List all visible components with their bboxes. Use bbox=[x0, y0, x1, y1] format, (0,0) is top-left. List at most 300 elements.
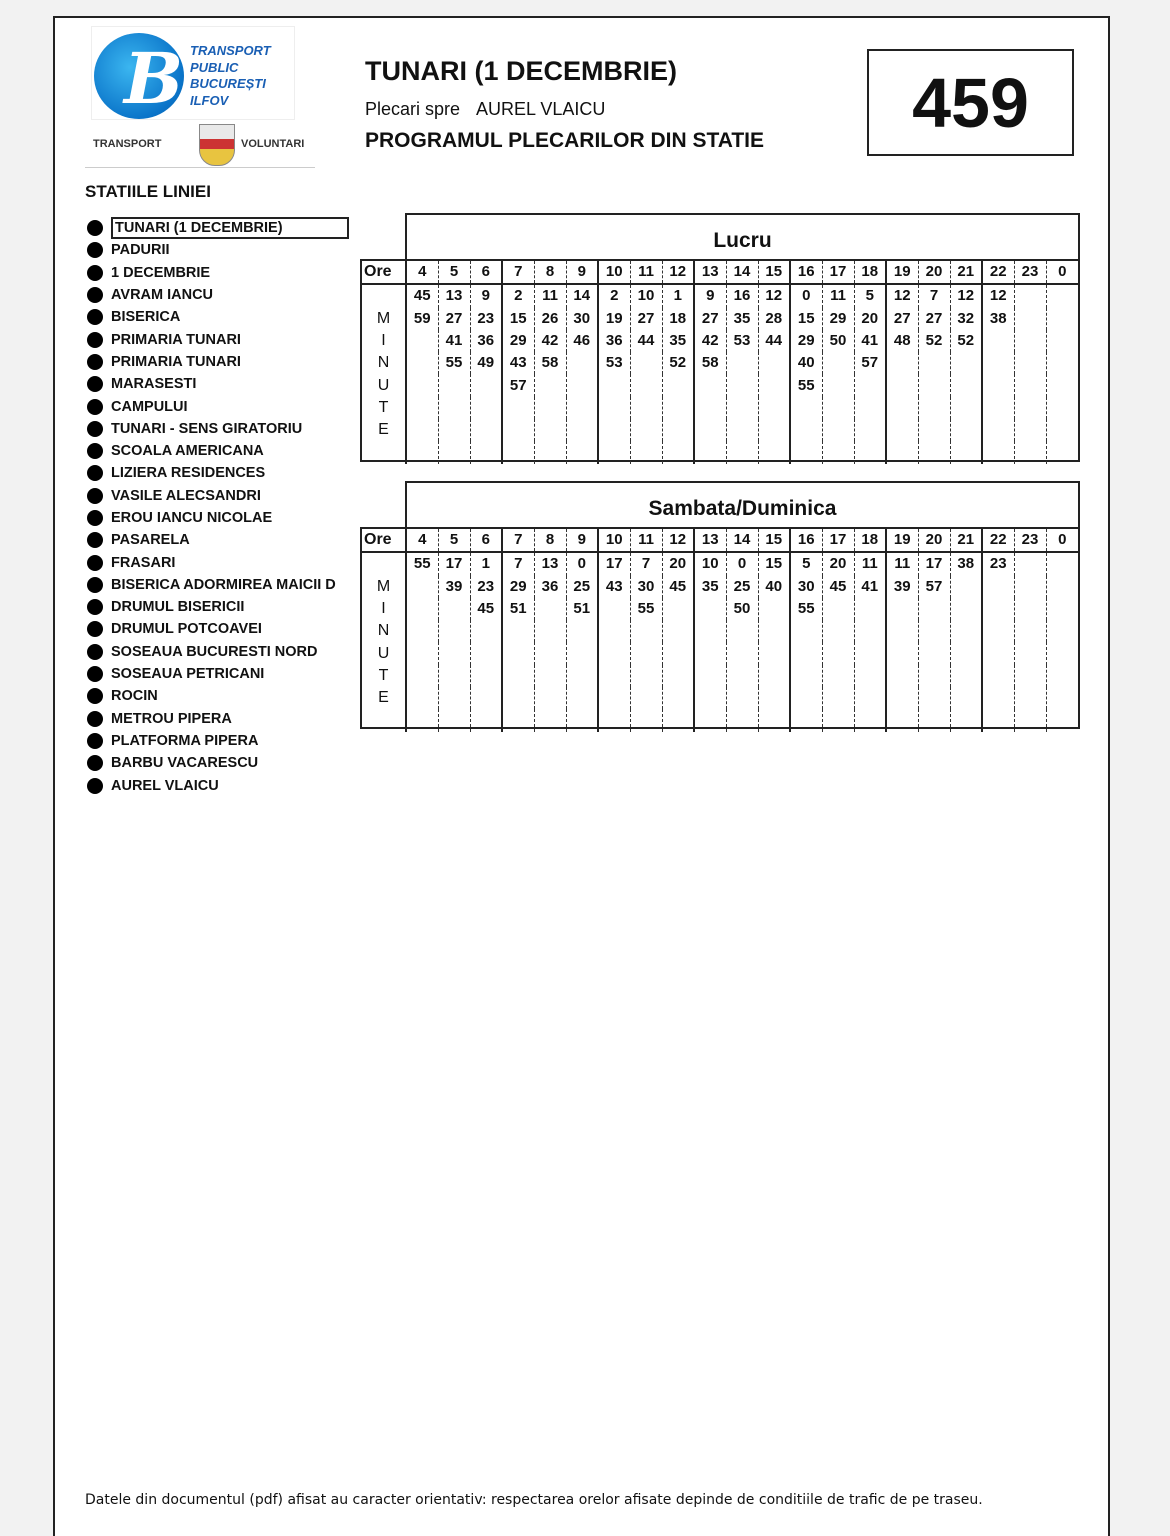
minute-cell bbox=[918, 374, 950, 396]
minute-cell bbox=[1046, 665, 1078, 687]
minute-cell bbox=[598, 709, 630, 731]
minute-cell: 44 bbox=[758, 330, 790, 352]
minute-cell: 29 bbox=[502, 330, 534, 352]
minutes-label: N bbox=[377, 622, 390, 640]
minute-cell: 45 bbox=[662, 576, 694, 598]
minute-cell bbox=[406, 352, 438, 374]
minute-cell bbox=[502, 687, 534, 709]
minute-cell bbox=[822, 352, 854, 374]
minute-cell bbox=[534, 687, 566, 709]
minute-cell bbox=[438, 687, 470, 709]
station-name: SCOALA AMERICANA bbox=[111, 443, 264, 460]
minute-cell bbox=[534, 419, 566, 441]
bullet-icon bbox=[87, 711, 103, 727]
minute-cell bbox=[918, 598, 950, 620]
minute-cell: 7 bbox=[630, 552, 662, 575]
station-name: DRUMUL POTCOAVEI bbox=[111, 621, 262, 638]
minute-cell bbox=[918, 397, 950, 419]
voluntari-crest-icon bbox=[199, 124, 235, 166]
logo-line: TRANSPORT bbox=[190, 43, 271, 58]
minute-cell bbox=[502, 642, 534, 664]
minute-cell bbox=[950, 709, 982, 731]
minute-cell bbox=[822, 687, 854, 709]
minute-cell bbox=[982, 576, 1014, 598]
minute-cell bbox=[790, 709, 822, 731]
minute-cell bbox=[1046, 284, 1078, 307]
minute-cell bbox=[406, 397, 438, 419]
minute-cell bbox=[534, 665, 566, 687]
station-item bbox=[87, 217, 349, 239]
hour-cell: 19 bbox=[886, 261, 918, 284]
minute-cell bbox=[886, 687, 918, 709]
station-item bbox=[87, 262, 349, 284]
minute-cell bbox=[470, 687, 502, 709]
direction-line bbox=[365, 99, 605, 120]
minute-cell bbox=[1014, 284, 1046, 307]
station-name: AUREL VLAICU bbox=[111, 777, 219, 794]
minute-cell bbox=[1046, 552, 1078, 575]
minutes-label: I bbox=[381, 600, 386, 618]
station-name: SOSEAUA BUCURESTI NORD bbox=[111, 643, 318, 660]
hour-cell: 13 bbox=[694, 261, 726, 284]
minute-cell bbox=[790, 397, 822, 419]
bullet-icon bbox=[87, 733, 103, 749]
minute-cell bbox=[1014, 419, 1046, 441]
hour-cell: 10 bbox=[598, 529, 630, 552]
minute-cell: 29 bbox=[502, 576, 534, 598]
minute-cell bbox=[1046, 620, 1078, 642]
minute-cell: 55 bbox=[790, 598, 822, 620]
bullet-icon bbox=[87, 309, 103, 325]
minute-cell bbox=[1014, 665, 1046, 687]
minute-cell: 20 bbox=[822, 552, 854, 575]
station-item bbox=[87, 485, 349, 507]
minute-cell: 15 bbox=[758, 552, 790, 575]
minute-cell bbox=[854, 397, 886, 419]
minute-cell bbox=[1046, 687, 1078, 709]
minute-cell bbox=[598, 665, 630, 687]
minute-cell: 48 bbox=[886, 330, 918, 352]
minute-cell bbox=[726, 620, 758, 642]
minute-cell bbox=[758, 397, 790, 419]
minute-cell: 36 bbox=[534, 576, 566, 598]
minute-cell bbox=[854, 642, 886, 664]
station-name: PRIMARIA TUNARI bbox=[111, 353, 241, 370]
minute-cell bbox=[982, 709, 1014, 731]
minute-cell bbox=[662, 374, 694, 396]
minute-cell: 11 bbox=[886, 552, 918, 575]
minute-cell bbox=[854, 374, 886, 396]
minute-cell bbox=[950, 352, 982, 374]
minute-cell bbox=[982, 374, 1014, 396]
minute-cell: 35 bbox=[694, 576, 726, 598]
direction-label: Plecari spre bbox=[365, 99, 461, 119]
tpbi-logo-text bbox=[190, 43, 271, 109]
hour-cell: 6 bbox=[470, 529, 502, 552]
minute-cell: 41 bbox=[854, 330, 886, 352]
minute-cell bbox=[982, 620, 1014, 642]
station-name: PLATFORMA PIPERA bbox=[111, 732, 259, 749]
minute-cell: 50 bbox=[822, 330, 854, 352]
hours-label: Ore bbox=[362, 261, 406, 284]
bullet-icon bbox=[87, 666, 103, 682]
minute-cell: 5 bbox=[790, 552, 822, 575]
minute-cell: 53 bbox=[598, 352, 630, 374]
bullet-icon bbox=[87, 532, 103, 548]
minute-cell: 36 bbox=[470, 330, 502, 352]
minute-cell bbox=[758, 642, 790, 664]
minute-cell: 42 bbox=[694, 330, 726, 352]
minute-cell bbox=[502, 419, 534, 441]
minute-cell bbox=[854, 441, 886, 463]
station-item bbox=[87, 752, 349, 774]
hour-cell: 5 bbox=[438, 261, 470, 284]
minute-cell bbox=[470, 374, 502, 396]
minute-cell bbox=[406, 687, 438, 709]
minute-cell bbox=[918, 642, 950, 664]
minute-cell bbox=[950, 687, 982, 709]
minute-cell: 17 bbox=[438, 552, 470, 575]
station-item bbox=[87, 462, 349, 484]
minute-cell bbox=[694, 687, 726, 709]
minute-cell bbox=[726, 397, 758, 419]
hour-cell: 7 bbox=[502, 261, 534, 284]
hour-cell: 18 bbox=[854, 261, 886, 284]
hour-cell: 16 bbox=[790, 261, 822, 284]
minutes-label: E bbox=[378, 421, 389, 439]
minute-cell: 58 bbox=[534, 352, 566, 374]
minute-cell bbox=[438, 709, 470, 731]
stv-logo bbox=[91, 124, 321, 166]
minute-cell bbox=[726, 352, 758, 374]
minute-cell bbox=[406, 330, 438, 352]
hour-cell: 11 bbox=[630, 261, 662, 284]
minute-cell bbox=[406, 419, 438, 441]
minute-cell bbox=[918, 620, 950, 642]
minute-cell: 5 bbox=[854, 284, 886, 307]
minute-cell: 14 bbox=[566, 284, 598, 307]
logo-line: BUCUREȘTI bbox=[190, 76, 266, 91]
minute-cell bbox=[694, 709, 726, 731]
minute-cell bbox=[566, 352, 598, 374]
minute-cell: 23 bbox=[470, 576, 502, 598]
minute-cell: 42 bbox=[534, 330, 566, 352]
minute-cell bbox=[982, 642, 1014, 664]
minute-cell bbox=[438, 374, 470, 396]
minute-cell bbox=[886, 419, 918, 441]
minute-cell bbox=[1014, 709, 1046, 731]
minute-cell bbox=[726, 665, 758, 687]
direction-destination: AUREL VLAICU bbox=[476, 99, 606, 119]
minute-cell: 45 bbox=[406, 284, 438, 307]
station-name: FRASARI bbox=[111, 554, 176, 571]
minutes-label bbox=[362, 709, 406, 731]
station-item bbox=[87, 507, 349, 529]
minute-cell bbox=[886, 642, 918, 664]
minute-cell bbox=[1014, 441, 1046, 463]
minute-cell: 1 bbox=[470, 552, 502, 575]
hour-cell: 18 bbox=[854, 529, 886, 552]
minute-cell bbox=[790, 441, 822, 463]
minute-cell bbox=[694, 598, 726, 620]
station-item bbox=[87, 685, 349, 707]
minute-cell bbox=[726, 642, 758, 664]
minute-cell: 25 bbox=[566, 576, 598, 598]
station-item bbox=[87, 284, 349, 306]
minute-cell bbox=[470, 665, 502, 687]
hour-cell: 5 bbox=[438, 529, 470, 552]
minute-cell bbox=[598, 642, 630, 664]
minute-cell bbox=[630, 687, 662, 709]
station-item bbox=[87, 730, 349, 752]
minute-cell: 30 bbox=[790, 576, 822, 598]
minute-cell bbox=[822, 709, 854, 731]
minute-cell: 27 bbox=[918, 308, 950, 330]
minute-cell bbox=[406, 576, 438, 598]
minute-cell: 0 bbox=[566, 552, 598, 575]
minute-cell bbox=[1046, 419, 1078, 441]
station-item bbox=[87, 328, 349, 350]
minute-cell: 35 bbox=[726, 308, 758, 330]
minute-cell bbox=[566, 374, 598, 396]
minute-cell bbox=[758, 374, 790, 396]
minute-cell: 40 bbox=[790, 352, 822, 374]
minute-cell: 2 bbox=[598, 284, 630, 307]
minute-cell bbox=[598, 598, 630, 620]
hours-label: Ore bbox=[362, 529, 406, 552]
station-item bbox=[87, 529, 349, 551]
minute-cell bbox=[662, 709, 694, 731]
tpbi-logo-icon: B bbox=[94, 33, 184, 119]
minute-cell: 45 bbox=[470, 598, 502, 620]
stv-left-text: TRANSPORT bbox=[93, 138, 162, 150]
hour-cell: 22 bbox=[982, 261, 1014, 284]
minute-cell bbox=[502, 397, 534, 419]
minute-cell: 7 bbox=[502, 552, 534, 575]
minute-cell bbox=[694, 419, 726, 441]
minute-cell bbox=[950, 441, 982, 463]
minute-cell bbox=[406, 620, 438, 642]
minute-cell bbox=[598, 687, 630, 709]
minute-cell: 19 bbox=[598, 308, 630, 330]
logo-line: PUBLIC bbox=[190, 59, 239, 75]
minute-cell bbox=[1046, 598, 1078, 620]
hour-cell: 22 bbox=[982, 529, 1014, 552]
minute-cell bbox=[758, 419, 790, 441]
minute-cell: 27 bbox=[438, 308, 470, 330]
bullet-icon bbox=[87, 555, 103, 571]
bullet-icon bbox=[87, 332, 103, 348]
minute-cell bbox=[854, 687, 886, 709]
hour-cell: 19 bbox=[886, 529, 918, 552]
divider bbox=[85, 167, 315, 168]
logo-line: ILFOV bbox=[190, 92, 229, 108]
minutes-label: U bbox=[377, 644, 390, 662]
hour-cell: 23 bbox=[1014, 261, 1046, 284]
minute-cell bbox=[1014, 687, 1046, 709]
minute-cell bbox=[918, 441, 950, 463]
minute-cell bbox=[534, 374, 566, 396]
minute-cell bbox=[598, 397, 630, 419]
hour-cell: 15 bbox=[758, 261, 790, 284]
hour-cell: 21 bbox=[950, 529, 982, 552]
hour-cell: 4 bbox=[406, 529, 438, 552]
minute-cell bbox=[886, 665, 918, 687]
bullet-icon bbox=[87, 399, 103, 415]
minute-cell bbox=[1046, 308, 1078, 330]
bullet-icon bbox=[87, 488, 103, 504]
minute-cell bbox=[886, 397, 918, 419]
station-name: DRUMUL BISERICII bbox=[111, 599, 245, 616]
station-name: PASARELA bbox=[111, 532, 190, 549]
minutes-label: T bbox=[378, 666, 389, 684]
bullet-icon bbox=[87, 621, 103, 637]
minute-cell bbox=[630, 397, 662, 419]
minute-cell bbox=[470, 441, 502, 463]
minute-cell bbox=[502, 665, 534, 687]
bullet-icon bbox=[87, 510, 103, 526]
minute-cell bbox=[822, 374, 854, 396]
minute-cell: 43 bbox=[502, 352, 534, 374]
station-name: METROU PIPERA bbox=[111, 710, 232, 727]
minute-cell bbox=[1046, 576, 1078, 598]
minute-cell bbox=[822, 419, 854, 441]
minute-cell bbox=[982, 352, 1014, 374]
minute-cell bbox=[918, 709, 950, 731]
station-name: BISERICA ADORMIREA MAICII D bbox=[111, 576, 336, 593]
hour-cell: 16 bbox=[790, 529, 822, 552]
minute-cell bbox=[662, 642, 694, 664]
minute-cell bbox=[822, 642, 854, 664]
minute-cell: 12 bbox=[950, 284, 982, 307]
station-name: EROU IANCU NICOLAE bbox=[111, 510, 273, 526]
hour-cell: 8 bbox=[534, 261, 566, 284]
bullet-icon bbox=[87, 421, 103, 437]
minute-cell: 11 bbox=[854, 552, 886, 575]
minute-cell bbox=[886, 352, 918, 374]
station-name: BARBU VACARESCU bbox=[111, 755, 259, 772]
minute-cell bbox=[438, 441, 470, 463]
minute-cell bbox=[662, 397, 694, 419]
station-item bbox=[87, 551, 349, 573]
minute-cell bbox=[598, 620, 630, 642]
minute-cell bbox=[470, 709, 502, 731]
minute-cell: 38 bbox=[950, 552, 982, 575]
minute-cell bbox=[438, 620, 470, 642]
route-number: 459 bbox=[867, 49, 1074, 156]
minute-cell bbox=[630, 665, 662, 687]
minute-cell: 2 bbox=[502, 284, 534, 307]
hour-cell: 11 bbox=[630, 529, 662, 552]
minute-cell bbox=[982, 419, 1014, 441]
minute-cell: 55 bbox=[438, 352, 470, 374]
minute-cell bbox=[726, 374, 758, 396]
minute-cell bbox=[566, 620, 598, 642]
minutes-label bbox=[362, 284, 406, 307]
minute-cell: 12 bbox=[886, 284, 918, 307]
station-item bbox=[87, 641, 349, 663]
minute-cell bbox=[1046, 709, 1078, 731]
hour-cell: 4 bbox=[406, 261, 438, 284]
station-name: PRIMARIA TUNARI bbox=[111, 331, 241, 348]
hour-cell: 14 bbox=[726, 261, 758, 284]
station-name: LIZIERA RESIDENCES bbox=[111, 465, 266, 482]
bullet-icon bbox=[87, 599, 103, 615]
minute-cell: 39 bbox=[886, 576, 918, 598]
minute-cell bbox=[470, 419, 502, 441]
stv-right-text: VOLUNTARI bbox=[241, 138, 305, 150]
station-item bbox=[87, 708, 349, 730]
bullet-icon bbox=[87, 644, 103, 660]
minute-cell: 10 bbox=[694, 552, 726, 575]
minute-cell bbox=[406, 665, 438, 687]
minute-cell bbox=[630, 709, 662, 731]
minute-cell: 59 bbox=[406, 308, 438, 330]
minutes-label: T bbox=[378, 398, 389, 416]
minute-cell bbox=[886, 598, 918, 620]
minute-cell bbox=[854, 598, 886, 620]
minute-cell: 12 bbox=[758, 284, 790, 307]
minute-cell: 51 bbox=[502, 598, 534, 620]
minute-cell: 52 bbox=[950, 330, 982, 352]
station-name: TUNARI (1 DECEMBRIE) bbox=[111, 217, 349, 239]
minute-cell bbox=[406, 441, 438, 463]
minute-cell bbox=[598, 441, 630, 463]
minute-cell bbox=[1014, 598, 1046, 620]
minutes-label: U bbox=[377, 376, 390, 394]
minute-cell bbox=[1014, 642, 1046, 664]
hour-cell: 12 bbox=[662, 529, 694, 552]
minute-cell bbox=[1014, 576, 1046, 598]
minute-cell bbox=[470, 620, 502, 642]
station-item bbox=[87, 306, 349, 328]
minute-cell: 49 bbox=[470, 352, 502, 374]
schedule-table-weekday bbox=[360, 259, 1080, 462]
minute-cell bbox=[630, 352, 662, 374]
station-name: PADURII bbox=[111, 242, 170, 259]
minute-cell bbox=[822, 441, 854, 463]
minute-cell bbox=[662, 441, 694, 463]
minute-cell bbox=[886, 709, 918, 731]
minute-cell bbox=[1014, 330, 1046, 352]
minutes-label: I bbox=[381, 332, 386, 350]
bullet-icon bbox=[87, 778, 103, 794]
station-name: VASILE ALECSANDRI bbox=[111, 487, 261, 504]
minute-cell bbox=[1014, 397, 1046, 419]
station-title: TUNARI (1 DECEMBRIE) bbox=[365, 56, 678, 86]
minute-cell: 28 bbox=[758, 308, 790, 330]
minute-cell: 13 bbox=[438, 284, 470, 307]
minute-cell: 15 bbox=[790, 308, 822, 330]
bullet-icon bbox=[87, 376, 103, 392]
minutes-label bbox=[362, 552, 406, 575]
minute-cell: 10 bbox=[630, 284, 662, 307]
minute-cell bbox=[982, 330, 1014, 352]
minute-cell: 18 bbox=[662, 308, 694, 330]
minute-cell bbox=[982, 397, 1014, 419]
minute-cell bbox=[694, 642, 726, 664]
station-name: AVRAM IANCU bbox=[111, 287, 214, 304]
minute-cell bbox=[726, 419, 758, 441]
station-item bbox=[87, 596, 349, 618]
station-item bbox=[87, 418, 349, 440]
minutes-label: N bbox=[377, 354, 390, 372]
station-name: ROCIN bbox=[111, 688, 158, 705]
minute-cell bbox=[790, 620, 822, 642]
minute-cell bbox=[950, 397, 982, 419]
bullet-icon bbox=[87, 577, 103, 593]
hour-cell: 7 bbox=[502, 529, 534, 552]
